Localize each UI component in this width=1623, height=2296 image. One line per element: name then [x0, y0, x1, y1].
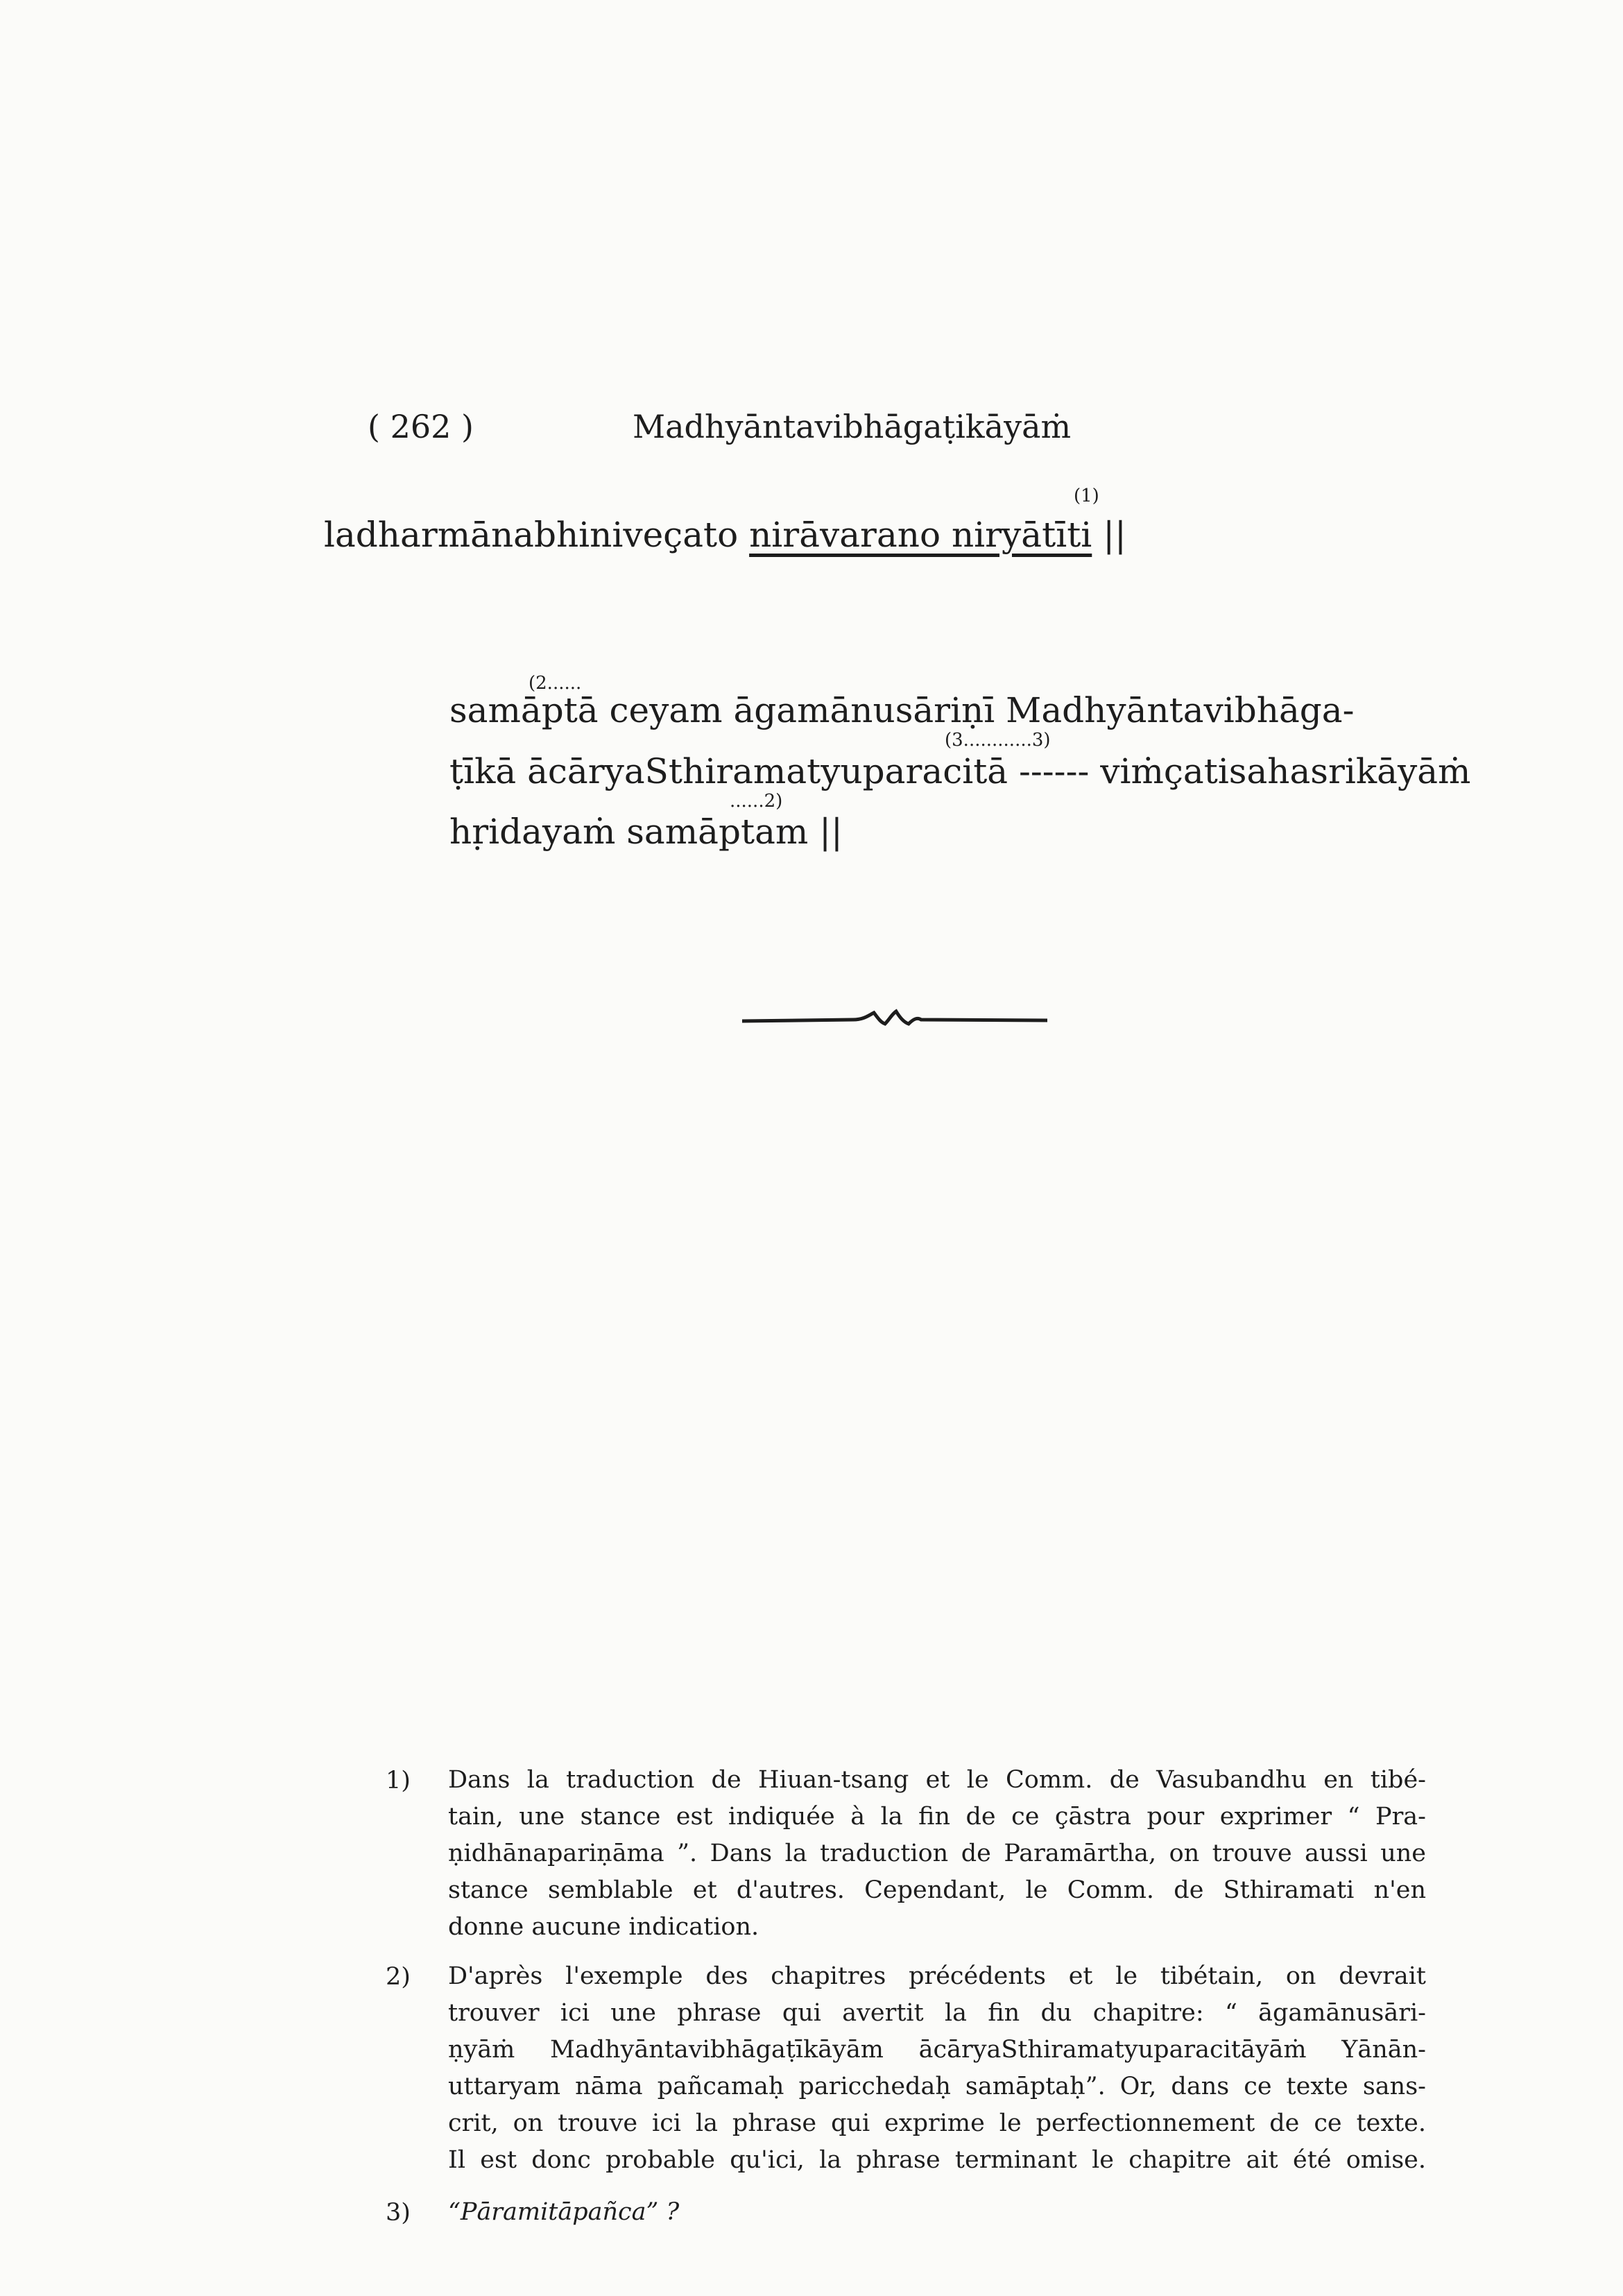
footnote-2: [448, 1958, 1426, 2179]
footnote-2-line-3: ṇyāṁ Madhyāntavibhāgaṭīkāyām ācāryaSthiramatyuparacitāyāṁ Yānān-: [448, 2036, 1426, 2064]
text-line-1-plain: ladharmānabhiniveçato: [324, 515, 750, 555]
footnote-2-line-4: uttaryam nāma pañcamaḥ paricchedaḥ samāptaḥ”. Or, dans ce texte sans-: [448, 2073, 1426, 2100]
note-close-2: ......2): [730, 791, 783, 812]
footnote-3: [448, 2194, 1426, 2231]
running-title: Madhyāntavibhāgaṭikāyāṁ: [633, 408, 1072, 445]
paragraph-line-3: hṛidayaṁ samāptam ||: [449, 812, 843, 852]
note-open-2: (2......: [529, 673, 582, 694]
ornament-divider: [742, 999, 1047, 1040]
footnote-1: [448, 1762, 1426, 1946]
footnote-3-text: “Pāramitāpañca” ?: [448, 2198, 680, 2226]
footnote-1-line-1: Dans la traduction de Hiuan-tsang et le Comm. de Vasubandhu en tibé-: [448, 1766, 1426, 1794]
footnote-marker-1: (1): [1074, 486, 1099, 506]
footnote-2-number: 2): [386, 1963, 411, 1991]
footnote-2-line-6: Il est donc probable qu'ici, la phrase terminant le chapitre ait été omise.: [448, 2146, 1426, 2174]
note-mark-3: (3............3): [945, 730, 1051, 751]
footnote-2-line-1: D'après l'exemple des chapitres précédents et le tibétain, on devrait: [448, 1962, 1426, 1990]
footnote-1-line-5: donne aucune indication.: [448, 1913, 759, 1941]
footnote-1-line-3: ṇidhānapariṇāma ”. Dans la traduction de Paramārtha, on trouve aussi une: [448, 1840, 1426, 1867]
page-number: ( 262 ): [368, 408, 474, 445]
footnote-1-number: 1): [386, 1767, 411, 1794]
footnote-3-number: 3): [386, 2199, 411, 2227]
text-line-1-underlined: nirāvarano niryātīti: [749, 515, 1092, 555]
footnote-1-line-2: tain, une stance est indiquée à la fin de ce çāstra pour exprimer “ Pra-: [448, 1803, 1426, 1831]
text-line-1: [324, 515, 1126, 555]
paragraph-line-2: ṭīkā ācāryaSthiramatyuparacitā ------ viṁçatisahasrikāyāṁ: [449, 751, 1471, 791]
text-line-1-end: ||: [1092, 515, 1126, 555]
footnote-1-line-4: stance semblable et d'autres. Cependant, le Comm. de Sthiramati n'en: [448, 1876, 1426, 1904]
footnote-2-line-5: crit, on trouve ici la phrase qui exprime le perfectionnement de ce texte.: [448, 2109, 1426, 2137]
paragraph-line-1: samāptā ceyam āgamānusāriṇī Madhyāntavibhāga-: [449, 690, 1355, 730]
footnote-2-line-2: trouver ici une phrase qui avertit la fin du chapitre: “ āgamānusāri-: [448, 1999, 1426, 2027]
